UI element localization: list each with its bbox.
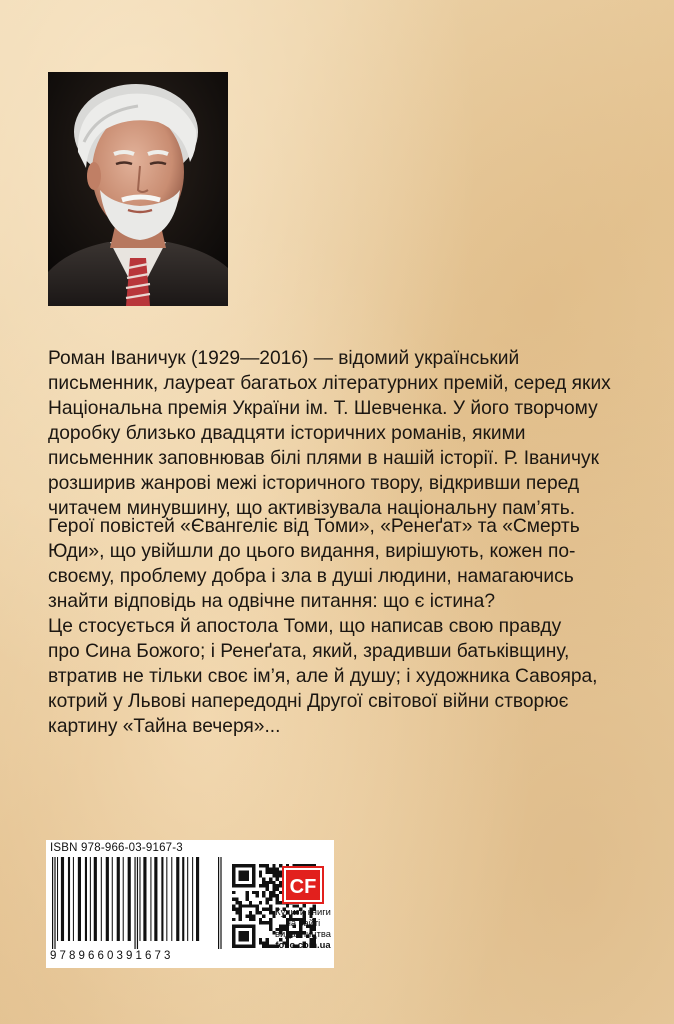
text-line: Юди», що увійшли до цього видання, вирішують, кожен по- xyxy=(48,541,576,562)
barcode-image xyxy=(50,857,226,949)
author-biography-paragraph xyxy=(48,346,648,521)
text-line: картину «Тайна вечеря»... xyxy=(48,716,281,737)
text-line: знайти відповідь на одвічне питання: що є істина? xyxy=(48,591,495,612)
book-description-paragraph xyxy=(48,514,648,739)
publisher-logo-text: CF xyxy=(289,876,317,898)
barcode-digits: 9789660391673 xyxy=(50,950,174,962)
text-line: письменник заповнював білі плями в нашій історії. Р. Іваничук xyxy=(48,448,599,469)
text-line: котрий у Львові напередодні Другої світової війни створює xyxy=(48,691,569,712)
text-line: Національна премія України ім. Т. Шевченка. У його творчому xyxy=(48,398,598,419)
text-line: читачем минувшину, що активізувала національну пам’ять. xyxy=(48,498,576,519)
buy-note-line: видавництва xyxy=(274,928,332,939)
text-line: розширив жанрові межі історичного твору, відкривши перед xyxy=(48,473,580,494)
text-line: доробку близько двадцяти історичних романів, якими xyxy=(48,423,526,444)
isbn-label: ISBN 978-966-03-9167-3 xyxy=(50,842,183,854)
text-line: Герої повістей «Євангеліє від Томи», «Ренеґат» та «Смерть xyxy=(48,516,580,537)
author-portrait-image xyxy=(48,72,228,306)
text-line: про Сина Божого; і Ренеґата, який, зрадивши батьківщину, xyxy=(48,641,570,662)
text-line: своєму, проблему добра і зла в душі людини, намагаючись xyxy=(48,566,574,587)
buy-note-line: на сайті xyxy=(285,917,321,928)
publisher-logo xyxy=(282,866,324,904)
author-photo xyxy=(48,72,228,306)
text-line: Це стосується й апостола Томи, що написав свою правду xyxy=(48,616,562,637)
buy-note-line: Купити книги xyxy=(275,906,331,917)
text-line: втратив не тільки своє ім’я, але й душу; і художника Савояра, xyxy=(48,666,598,687)
publisher-site-link[interactable]: folio.com.ua xyxy=(275,939,331,950)
text-line: письменник, лауреат багатьох літературних премій, серед яких xyxy=(48,373,611,394)
buy-books-note xyxy=(272,906,334,950)
text-line: Роман Іваничук (1929—2016) — відомий український xyxy=(48,348,520,369)
